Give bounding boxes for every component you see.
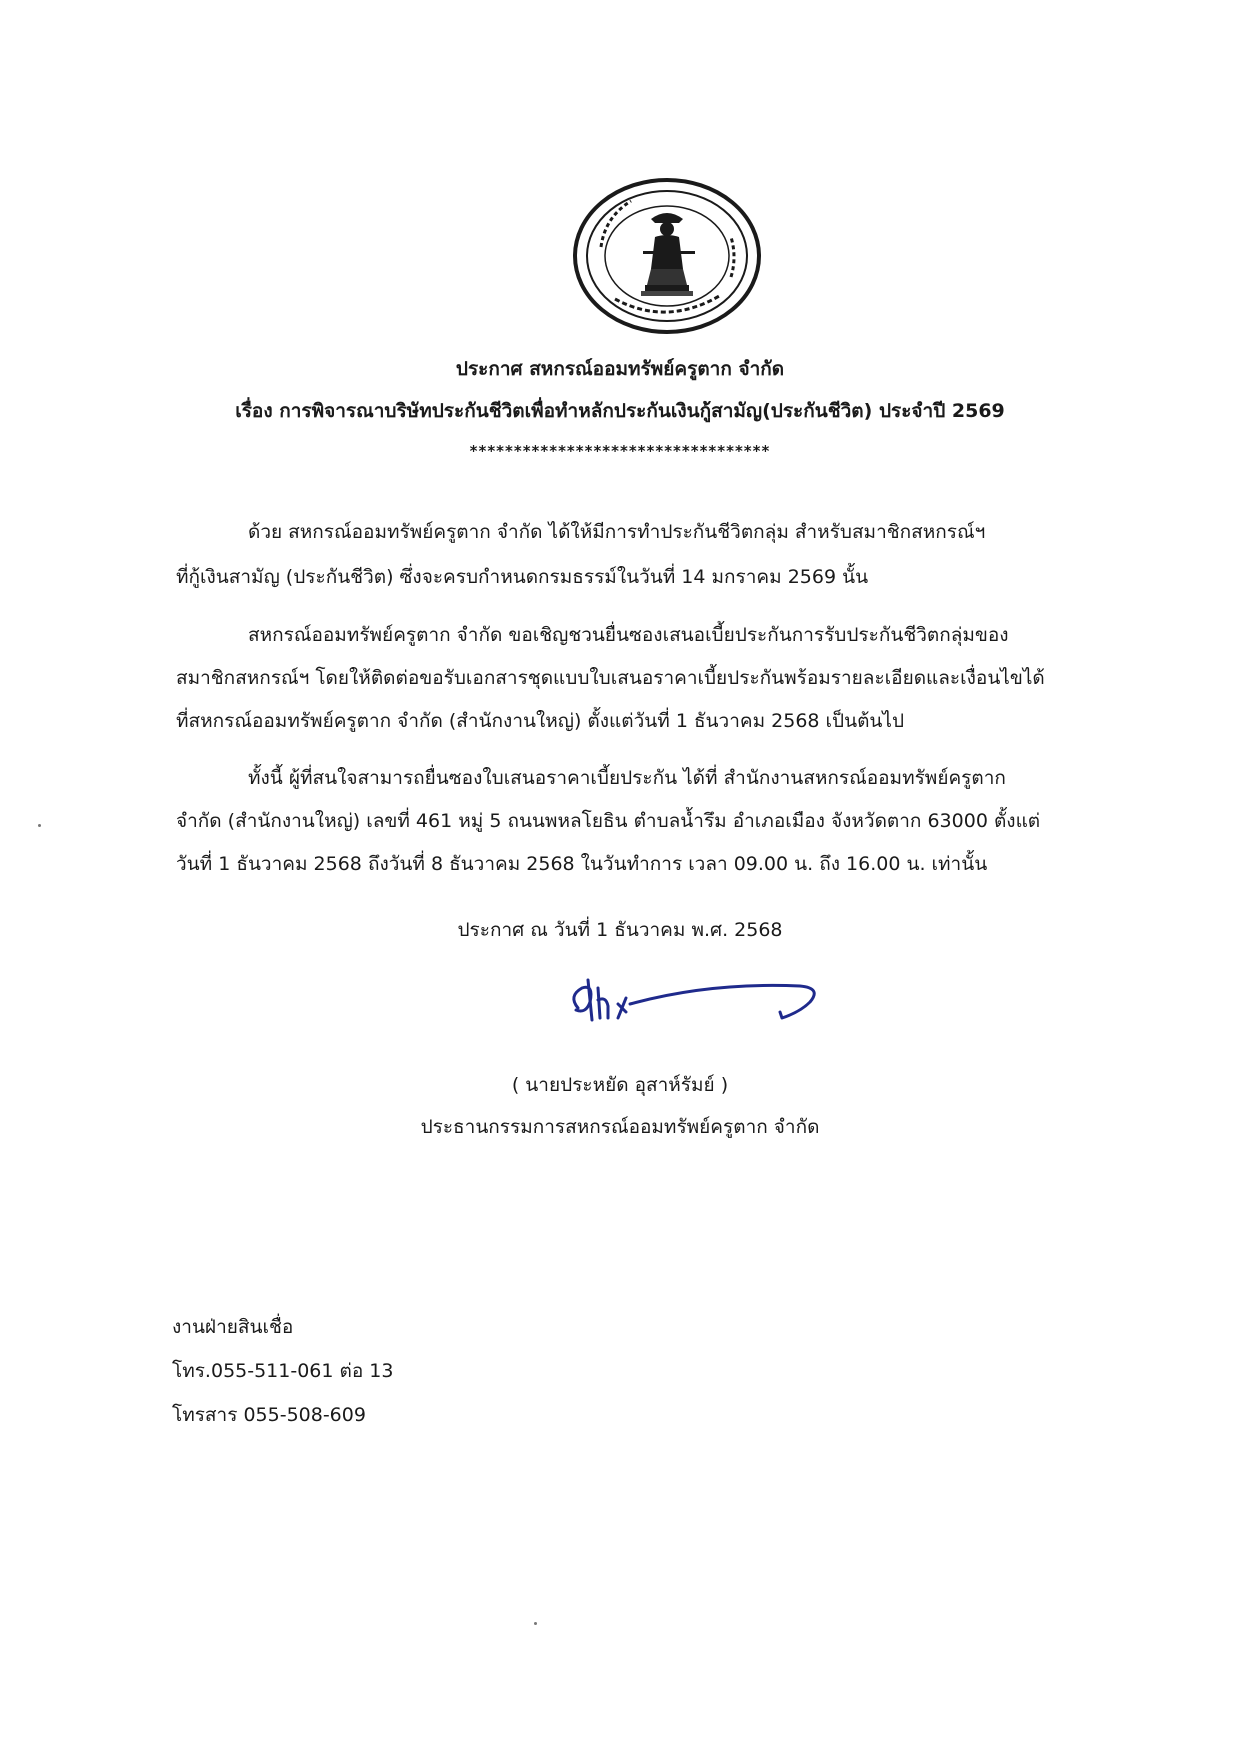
contact-phone: โทร.055-511-061 ต่อ 13 (172, 1360, 394, 1382)
contact-fax: โทรสาร 055-508-609 (172, 1404, 366, 1426)
cooperative-seal-logo (571, 177, 763, 335)
paragraph1-line1: ด้วย สหกรณ์ออมทรัพย์ครูตาก จำกัด ได้ให้มีการทำประกันชีวิตกลุ่ม สำหรับสมาชิกสหกรณ์ฯ (248, 521, 986, 543)
scan-speck (38, 824, 41, 827)
announcement-date: ประกาศ ณ วันที่ 1 ธันวาคม พ.ศ. 2568 (457, 919, 783, 941)
paragraph3-line2: จำกัด (สำนักงานใหญ่) เลขที่ 461 หมู่ 5 ถนนพหลโยธิน ตำบลน้ำรึม อำเภอเมือง จังหวัดตาก 63000 ตั้งแต่ (176, 810, 1041, 832)
paragraph2-line3: ที่สหกรณ์ออมทรัพย์ครูตาก จำกัด (สำนักงานใหญ่) ตั้งแต่วันที่ 1 ธันวาคม 2568 เป็นต้นไป (176, 710, 905, 732)
paragraph2-line2: สมาชิกสหกรณ์ฯ โดยให้ติดต่อขอรับเอกสารชุดแบบใบเสนอราคาเบี้ยประกันพร้อมรายละเอียดและเงื่อนไขได้ (176, 667, 1045, 689)
seal-emblem-icon (571, 177, 763, 335)
handwritten-signature (560, 968, 830, 1038)
paragraph1-line2: ที่กู้เงินสามัญ (ประกันชีวิต) ซึ่งจะครบกำหนดกรมธรรม์ในวันที่ 14 มกราคม 2569 นั้น (176, 566, 869, 588)
announcement-title: ประกาศ สหกรณ์ออมทรัพย์ครูตาก จำกัด (455, 358, 785, 380)
signatory-name: ( นายประหยัด อุสาห์รัมย์ ) (511, 1074, 729, 1096)
signature-icon (560, 968, 830, 1038)
announcement-subject: เรื่อง การพิจารณาบริษัทประกันชีวิตเพื่อทำหลักประกันเงินกู้สามัญ(ประกันชีวิต) ประจำปี 2569 (235, 400, 1005, 422)
scan-speck (534, 1622, 537, 1625)
separator-line: ********************************** (469, 442, 771, 460)
contact-department: งานฝ่ายสินเชื่อ (172, 1316, 294, 1338)
paragraph2-line1: สหกรณ์ออมทรัพย์ครูตาก จำกัด ขอเชิญชวนยื่นซองเสนอเบี้ยประกันการรับประกันชีวิตกลุ่มของ (248, 624, 1009, 646)
paragraph3-line1: ทั้งนี้ ผู้ที่สนใจสามารถยื่นซองใบเสนอราคาเบี้ยประกัน ได้ที่ สำนักงานสหกรณ์ออมทรัพย์ครูตาก (248, 767, 1006, 789)
signatory-position: ประธานกรรมการสหกรณ์ออมทรัพย์ครูตาก จำกัด (420, 1116, 820, 1138)
paragraph3-line3: วันที่ 1 ธันวาคม 2568 ถึงวันที่ 8 ธันวาคม 2568 ในวันทำการ เวลา 09.00 น. ถึง 16.00 น. เท่านั้น (176, 853, 988, 875)
